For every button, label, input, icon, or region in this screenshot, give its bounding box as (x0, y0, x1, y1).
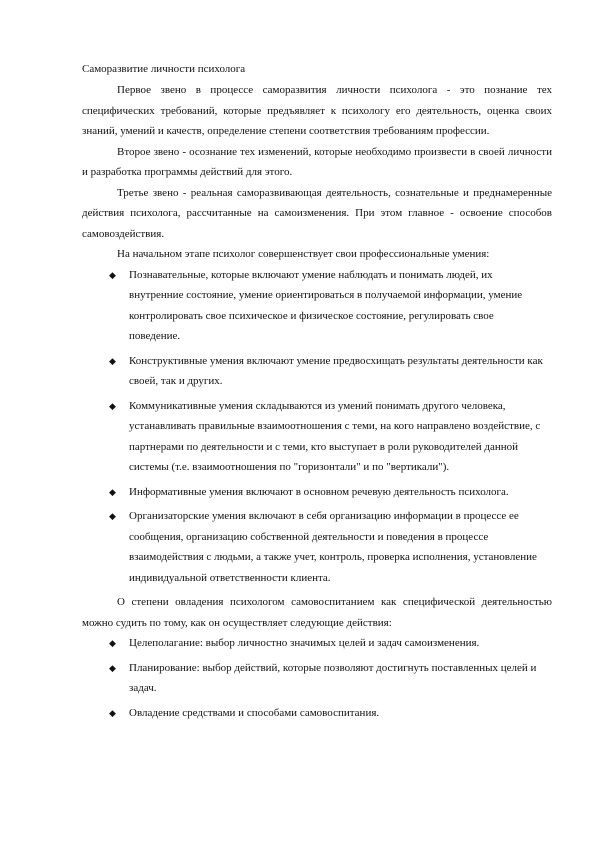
list-item (82, 482, 552, 503)
list-item (82, 351, 552, 392)
list-item (82, 506, 552, 588)
list-item-text: Коммуникативные умения складываются из умений понимать другого человека, устанавливать правильные взаимоотношения с теми, на кого направлено воздействие, с партнерами по деятельности и с теми, кто выступает в роли руководителей данной системы (т.е. взаимоотношения по "горизонтали" и по "вертикали"). (129, 399, 541, 473)
list-item (82, 703, 552, 724)
skills-list (82, 265, 552, 589)
paragraph-self-education: О степени овладения психологом самовоспитанием как специфической деятельностью можно судить по тому, как он осуществляет следующие действия: (82, 596, 552, 629)
list-item-text: Организаторские умения включают в себя организацию информации в процессе ее сообщения, организацию собственной деятельности и поведения в процессе взаимодействия с людьми, а также учет, контроль, проверка исполнения, установление индивидуальной ответственности клиента. (129, 510, 537, 584)
list-item-text: Информативные умения включают в основном речевую деятельность психолога. (129, 485, 509, 498)
bullet-icon: ◆ (109, 269, 116, 280)
bullet-icon: ◆ (109, 486, 116, 497)
actions-list (82, 633, 552, 723)
bullet-icon: ◆ (109, 707, 116, 718)
list-item-text: Конструктивные умения включают умение предвосхищать результаты деятельности как своей, так и других. (129, 354, 543, 387)
list-item-text: Планирование: выбор действий, которые позволяют достигнуть поставленных целей и задач. (129, 661, 537, 694)
paragraph-initial-stage: На начальном этапе психолог совершенствует свои профессиональные умения: (117, 248, 490, 260)
list-item (82, 658, 552, 699)
list-item-text: Познавательные, которые включают умение наблюдать и понимать людей, их внутренние состояние, умение ориентироваться в получаемой информации, умение контролировать свое психическое и физическое состояние, регулировать свое поведение. (129, 268, 523, 342)
paragraph-third-link: Третье звено - реальная саморазвивающая деятельность, сознательные и преднамеренные действия психолога, рассчитанные на самоизменения. При этом главное - освоение способов самовоздействия. (82, 186, 552, 240)
list-item-text: Овладение средствами и способами самовоспитания. (129, 706, 380, 719)
bullet-icon: ◆ (109, 662, 116, 673)
paragraph-first-link: Первое звено в процессе саморазвития личности психолога - это познание тех специфических требований, которые предъявляет к психологу его деятельность, оценка своих знаний, умений и качеств, определение степени соответствия требованиям профессии. (82, 84, 552, 137)
list-item (82, 633, 552, 654)
bullet-icon: ◆ (109, 400, 116, 411)
bullet-icon: ◆ (109, 355, 116, 366)
list-item (82, 265, 552, 347)
paragraph-second-link: Второе звено - осознание тех изменений, которые необходимо произвести в своей личности и разработка программы действий для этого. (82, 145, 552, 178)
document-page (82, 62, 552, 727)
bullet-icon: ◆ (109, 638, 116, 648)
document-title: Саморазвитие личности психолога (82, 63, 246, 75)
list-item (82, 396, 552, 478)
list-item-text: Целеполагание: выбор личностно значимых целей и задач самоизменения. (129, 637, 480, 649)
bullet-icon: ◆ (109, 511, 116, 521)
